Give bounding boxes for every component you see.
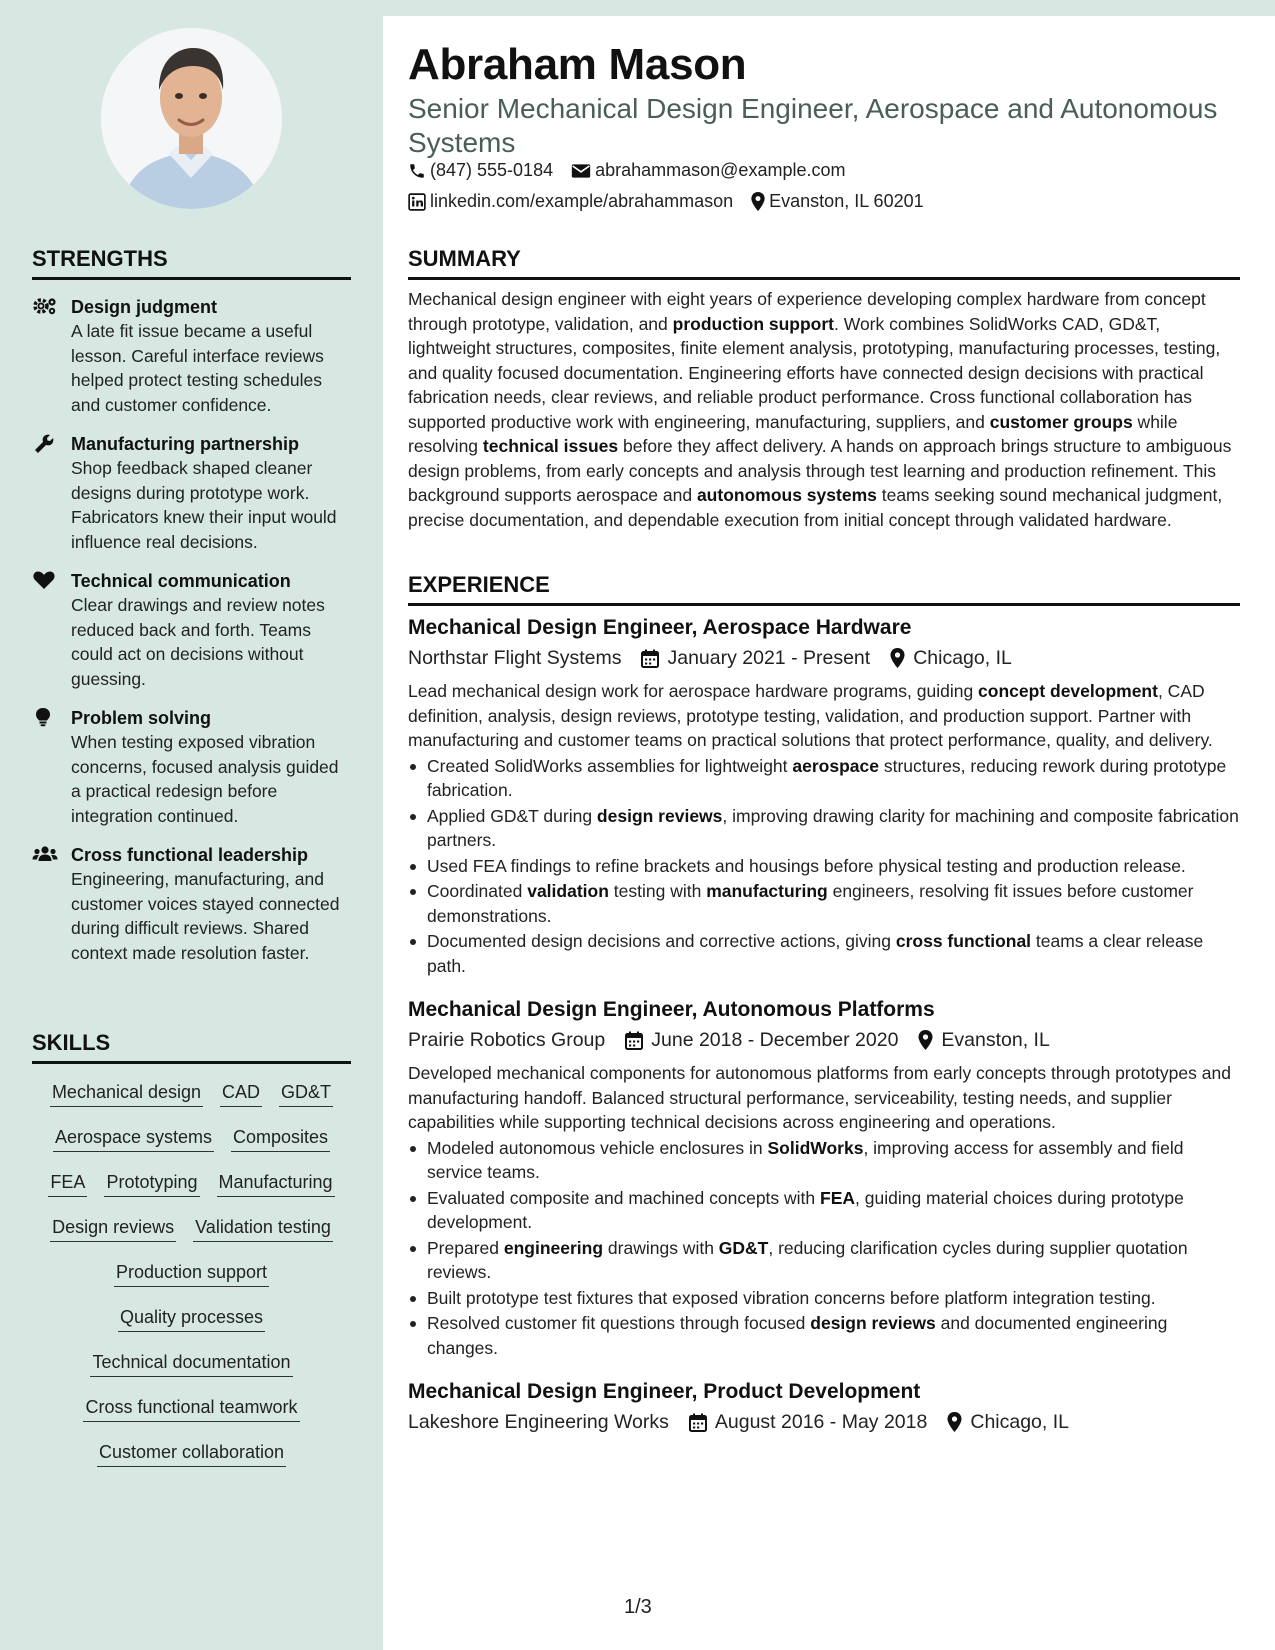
strength-desc: When testing exposed vibration concerns, focused analysis guided a practical redesign before integration continued. (71, 732, 339, 826)
experience-heading: EXPERIENCE (408, 572, 1240, 606)
skill-tag: CAD (220, 1082, 262, 1107)
text-run: , CAD definition, analysis, design reviews, prototype testing, validation, and production support. Partner with manufacturing and customer teams on practical solutions that protect performance, quality, and delivery. (408, 681, 1213, 750)
candidate-name: Abraham Mason (408, 40, 747, 89)
bullet-item (408, 804, 1240, 853)
bullet-item (408, 854, 1240, 879)
skills-row (32, 1256, 351, 1301)
job-dates: June 2018 - December 2020 (651, 1029, 899, 1051)
skills-row (32, 1166, 351, 1211)
skills-heading: SKILLS (32, 1030, 351, 1064)
calendar-icon (641, 649, 659, 668)
map-pin-icon (918, 1030, 933, 1050)
job-bullets (408, 754, 1240, 979)
text-run: structures, reducing rework during prototype fabrication. (427, 755, 1227, 800)
skill-tag: Mechanical design (50, 1082, 203, 1107)
wrench-icon (32, 433, 58, 453)
bold-text: concept development (978, 681, 1158, 701)
bullet-item (408, 1136, 1240, 1185)
job-entry (408, 1378, 1240, 1435)
bullet-item (408, 1186, 1240, 1235)
summary-text (408, 287, 1240, 532)
job-location: Chicago, IL (970, 1411, 1070, 1433)
skills-row (32, 1391, 351, 1436)
job-description (408, 1061, 1240, 1135)
job-company: Lakeshore Engineering Works (408, 1411, 669, 1433)
text-run: Mechanical design engineer with eight years of experience developing complex hardware from concept through prototype, validation, and (408, 289, 1206, 334)
skill-tag: Quality processes (118, 1307, 265, 1332)
summary-heading: SUMMARY (408, 246, 1240, 280)
strength-title: Cross functional leadership (71, 845, 309, 865)
text-run: Lead mechanical design work for aerospace hardware programs, guiding (408, 681, 979, 701)
skills-row (32, 1211, 351, 1256)
bold-text: design reviews (596, 805, 723, 826)
strength-item (32, 432, 351, 554)
bullet-item (408, 879, 1240, 928)
text-run: Built prototype test fixtures that exposed vibration concerns before platform integration testing. (427, 1287, 1156, 1308)
strength-desc: Engineering, manufacturing, and customer voices stayed connected during difficult reviews. Shared context made resolution faster. (71, 869, 340, 963)
skill-tag: Manufacturing (217, 1172, 335, 1197)
job-dates: January 2021 - Present (667, 647, 871, 669)
skills-row (32, 1121, 351, 1166)
phone-icon (408, 162, 426, 180)
linkedin-icon (408, 193, 426, 211)
summary-section (408, 246, 1240, 532)
job-location: Chicago, IL (913, 647, 1012, 669)
text-run: engineers, resolving fit issues before customer demonstrations. (427, 881, 1194, 926)
bullet-item (408, 1311, 1240, 1360)
gears-icon (32, 296, 58, 316)
phone-text: (847) 555-0184 (430, 160, 554, 180)
job-entry (408, 996, 1240, 1360)
job-dates: August 2016 - May 2018 (714, 1411, 928, 1433)
map-pin-icon (890, 648, 905, 668)
contact-email[interactable] (571, 160, 845, 181)
calendar-icon (689, 1413, 707, 1432)
strength-title: Design judgment (71, 297, 218, 317)
avatar (101, 28, 282, 209)
map-pin-icon (751, 192, 765, 211)
contact-row-2 (408, 191, 924, 212)
text-run: before they affect delivery. A hands on approach brings structure to ambiguous design problems, from early concepts and analysis through test learning and production refinement. This background supports aerospace and (408, 436, 1232, 505)
text-run: . Work combines SolidWorks CAD, GD&T, lightweight structures, composites, finite element analysis, prototyping, manufacturing processes, testing, and quality focused documentation. Engineering efforts have connected design decisions with practical fabrication needs, clear reviews, and reliable product performance. Cross functional collaboration has supported productive work with engineering, manufacturing, suppliers, and (408, 313, 1221, 432)
page-number: 1/3 (624, 1596, 652, 1618)
skills-row (32, 1301, 351, 1346)
text-run: Created SolidWorks assemblies for lightweight (427, 755, 793, 776)
skill-tag: Validation testing (193, 1217, 333, 1242)
bold-text: technical issues (482, 436, 619, 456)
strengths-heading: STRENGTHS (32, 246, 351, 280)
contact-linkedin[interactable] (408, 191, 733, 212)
portrait-photo (101, 28, 282, 209)
skill-tag: Production support (114, 1262, 269, 1287)
bold-text: FEA (820, 1187, 856, 1208)
job-title: Mechanical Design Engineer, Aerospace Hardware (408, 616, 912, 639)
bold-text: engineering (503, 1237, 604, 1258)
strength-desc: A late fit issue became a useful lesson. Careful interface reviews helped protect testing schedules and customer confidence. (71, 321, 324, 415)
bold-text: manufacturing (706, 881, 828, 901)
strength-item (32, 295, 351, 417)
skill-tag: Aerospace systems (53, 1127, 214, 1152)
users-icon (32, 844, 58, 864)
skill-tag: Design reviews (50, 1217, 176, 1242)
text-run: and documented engineering changes. (427, 1313, 1168, 1358)
linkedin-text[interactable]: linkedin.com/example/abrahammason (430, 191, 734, 211)
location-text: Evanston, IL 60201 (769, 191, 924, 211)
lightbulb-icon (32, 707, 58, 727)
strength-title: Manufacturing partnership (71, 434, 300, 454)
bullet-item (408, 929, 1240, 978)
strength-desc: Shop feedback shaped cleaner designs during prototype work. Fabricators knew their input would influence real decisions. (71, 458, 337, 552)
contact-row-1 (408, 160, 845, 181)
strength-item (32, 569, 351, 691)
bold-text: customer groups (989, 411, 1133, 432)
email-text[interactable]: abrahammason@example.com (595, 160, 846, 180)
text-run: Developed mechanical components for autonomous platforms from early concepts through prototypes and manufacturing handoff. Balanced structural performance, serviceability, testing needs, and supplier capabilities while supporting technical decisions across engineering and operations. (408, 1063, 1231, 1132)
bullet-item (408, 754, 1240, 803)
text-run: , reducing clarification cycles during supplier quotation reviews. (427, 1237, 1188, 1282)
text-run: , guiding material choices during prototype development. (427, 1187, 1184, 1232)
envelope-icon (571, 163, 591, 179)
text-run: teams seeking sound mechanical judgment, precise documentation, and dependable execution from initial concept through validated hardware. (408, 485, 1223, 530)
text-run: Evaluated composite and machined concepts with (427, 1187, 821, 1208)
bullet-item (408, 1286, 1240, 1311)
job-location: Evanston, IL (941, 1029, 1050, 1051)
skills-row (32, 1436, 351, 1481)
text-run: Prepared (427, 1237, 504, 1258)
bold-text: production support (672, 313, 835, 334)
strengths-section (32, 246, 351, 965)
bold-text: cross functional (895, 931, 1032, 951)
text-run: Used FEA findings to refine brackets and housings before physical testing and production release. (427, 855, 1186, 876)
skills-list (32, 1076, 351, 1481)
text-run: , improving access for assembly and field service teams. (427, 1137, 1184, 1182)
strength-item (32, 843, 351, 965)
job-bullets (408, 1136, 1240, 1361)
strength-title: Technical communication (71, 571, 291, 591)
job-meta (408, 645, 1240, 671)
contact-phone (408, 160, 553, 181)
skill-tag: Customer collaboration (97, 1442, 286, 1467)
job-title: Mechanical Design Engineer, Autonomous Platforms (408, 998, 935, 1021)
skills-section (32, 1030, 351, 1481)
strength-item (32, 706, 351, 828)
job-title: Mechanical Design Engineer, Product Development (408, 1380, 921, 1403)
skill-tag: Technical documentation (90, 1352, 292, 1377)
bold-text: GD&T (718, 1237, 769, 1258)
bold-text: autonomous systems (696, 485, 877, 505)
bold-text: SolidWorks (767, 1137, 864, 1158)
job-entry (408, 614, 1240, 978)
text-run: Coordinated (427, 881, 528, 901)
text-run: Modeled autonomous vehicle enclosures in (427, 1137, 768, 1158)
bold-text: aerospace (792, 755, 879, 776)
text-run: teams a clear release path. (427, 931, 1204, 976)
job-description (408, 679, 1240, 753)
text-run: Resolved customer fit questions through focused (427, 1313, 811, 1333)
skill-tag: FEA (48, 1172, 87, 1197)
strength-desc: Clear drawings and review notes reduced back and forth. Teams could act on decisions without guessing. (71, 595, 325, 689)
skills-row (32, 1346, 351, 1391)
text-run: , improving drawing clarity for machining and composite fabrication partners. (427, 805, 1239, 850)
strength-title: Problem solving (71, 708, 212, 728)
text-run: testing with (608, 881, 707, 901)
job-company: Prairie Robotics Group (408, 1029, 606, 1051)
bold-text: design reviews (810, 1313, 936, 1333)
text-run: drawings with (603, 1237, 719, 1258)
skill-tag: Composites (231, 1127, 330, 1152)
job-company: Northstar Flight Systems (408, 647, 622, 669)
skill-tag: Cross functional teamwork (83, 1397, 299, 1422)
bold-text: validation (527, 881, 609, 901)
text-run: Documented design decisions and corrective actions, giving (427, 931, 896, 951)
job-meta (408, 1027, 1240, 1053)
heart-icon (32, 570, 58, 590)
skill-tag: Prototyping (104, 1172, 199, 1197)
bullet-item (408, 1236, 1240, 1285)
experience-section (408, 572, 1240, 1435)
text-run: while resolving (408, 411, 1178, 456)
skill-tag: GD&T (279, 1082, 333, 1107)
skills-row (32, 1076, 351, 1121)
jobs-list (408, 614, 1240, 1435)
candidate-title: Senior Mechanical Design Engineer, Aerospace and Autonomous Systems (408, 93, 1218, 158)
job-meta (408, 1409, 1240, 1435)
map-pin-icon (947, 1412, 962, 1432)
calendar-icon (625, 1031, 643, 1050)
text-run: Applied GD&T during (427, 805, 597, 826)
contact-location (751, 191, 923, 212)
